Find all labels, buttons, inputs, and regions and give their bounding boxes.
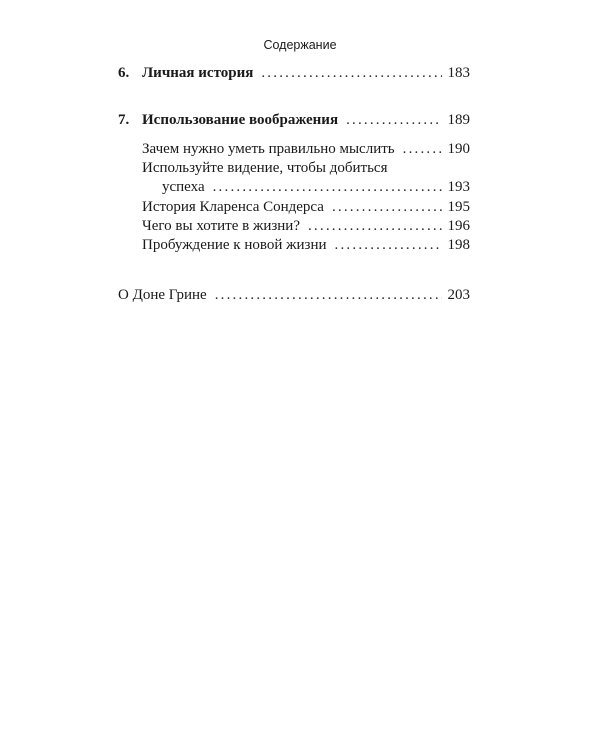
dot-leader bbox=[403, 139, 442, 159]
chapter-title: Использование воображения bbox=[142, 112, 339, 128]
page-number: 190 bbox=[447, 141, 470, 157]
section-title: Зачем нужно уметь правильно мыслить bbox=[142, 141, 395, 157]
dot-leader bbox=[261, 63, 442, 83]
page-number: 198 bbox=[447, 237, 470, 253]
page-number: 193 bbox=[447, 179, 470, 195]
toc-entry-section-line-2[interactable] bbox=[162, 177, 470, 197]
chapter-number: 7. bbox=[118, 112, 130, 128]
toc-entry-section[interactable] bbox=[142, 139, 470, 159]
section-title-continued: успеха bbox=[162, 179, 205, 195]
dot-leader bbox=[215, 285, 442, 305]
toc-entry-chapter-6[interactable] bbox=[118, 63, 470, 83]
page-number: 195 bbox=[447, 199, 470, 215]
dot-leader bbox=[346, 110, 442, 130]
entry-title: О Доне Грине bbox=[118, 287, 207, 303]
running-head: Содержание bbox=[263, 38, 337, 52]
page-number: 203 bbox=[447, 287, 470, 303]
page-number: 183 bbox=[447, 65, 470, 81]
chapter-number: 6. bbox=[118, 65, 130, 81]
section-title: Пробуждение к новой жизни bbox=[142, 237, 327, 253]
toc-entry-chapter-7[interactable] bbox=[118, 110, 470, 130]
dot-leader bbox=[213, 177, 442, 197]
section-title: Чего вы хотите в жизни? bbox=[142, 218, 300, 234]
toc-entry-section[interactable] bbox=[142, 216, 470, 236]
dot-leader bbox=[332, 197, 442, 217]
dot-leader bbox=[335, 235, 442, 255]
page-number: 196 bbox=[447, 218, 470, 234]
toc-entry-section[interactable] bbox=[142, 197, 470, 217]
section-title: История Кларенса Сондерса bbox=[142, 199, 324, 215]
dot-leader bbox=[308, 216, 442, 236]
toc-entry-about-author[interactable] bbox=[118, 285, 470, 305]
toc-entry-section-line-1[interactable] bbox=[142, 158, 470, 178]
page-number: 189 bbox=[447, 112, 470, 128]
chapter-title: Личная история bbox=[142, 65, 254, 81]
toc-entry-section[interactable] bbox=[142, 235, 470, 255]
section-title: Используйте видение, чтобы добиться bbox=[142, 160, 388, 176]
